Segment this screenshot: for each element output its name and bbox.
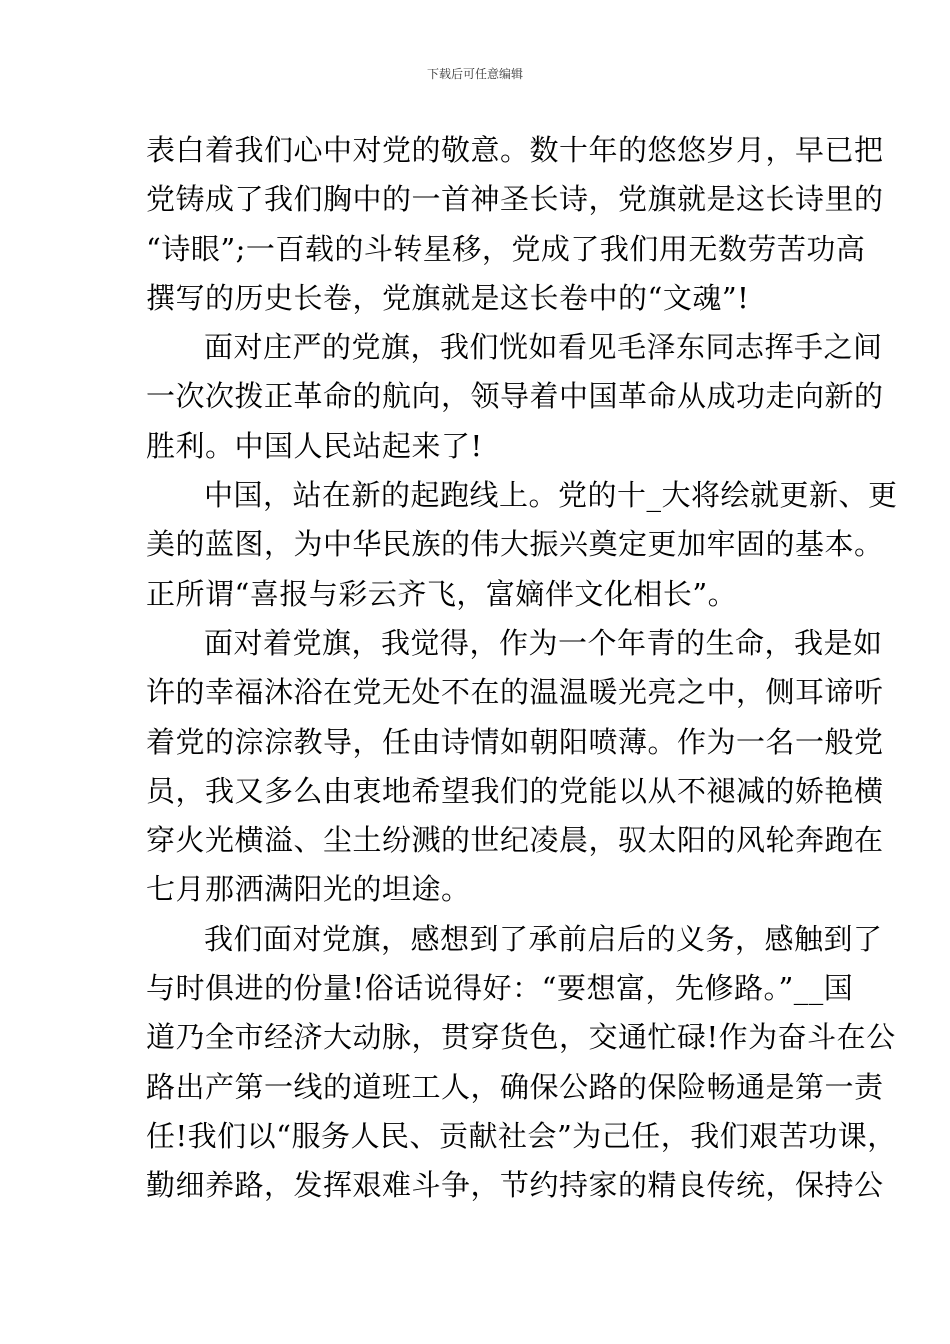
text-line: “诗眼”;一百载的斗转星移，党成了我们用无数劳苦功高 xyxy=(146,231,866,266)
paragraph-first-line: 面对着党旗，我觉得，作为一个年青的生命，我是如 xyxy=(204,625,883,660)
document-body xyxy=(146,126,898,1211)
page-header: 下载后可任意编辑 xyxy=(426,67,523,81)
text-line: 党铸成了我们胸中的一首神圣长诗，党旗就是这长诗里的 xyxy=(146,182,884,217)
text-line: 正所谓“喜报与彩云齐飞，富嫡伴文化相长”。 xyxy=(146,576,738,611)
text-line: 撰写的历史长卷，党旗就是这长卷中的“文魂”! xyxy=(146,280,750,315)
paragraph-first-line: 中国，站在新的起跑线上。党的十_大将绘就更新、更 xyxy=(204,478,898,513)
text-line: 许的幸福沐浴在党无处不在的温温暖光亮之中，侧耳谛听 xyxy=(146,675,884,710)
text-line: 与时俱进的份量!俗话说得好：“要想富，先修路。”__国 xyxy=(146,971,854,1006)
paragraph-first-line: 面对庄严的党旗，我们恍如看见毛泽东同志挥手之间 xyxy=(204,330,883,365)
text-line: 穿火光横溢、尘土纷溅的世纪凌晨，驭太阳的风轮奔跑在 xyxy=(146,823,884,858)
text-line: 勤细养路，发挥艰难斗争，节约持家的精良传统，保持公 xyxy=(146,1168,884,1203)
text-line: 路出产第一线的道班工人，确保公路的保险畅通是第一责 xyxy=(146,1069,884,1104)
text-line: 任!我们以“服务人民、贡献社会”为己任，我们艰苦功课， xyxy=(146,1118,897,1153)
text-line: 胜利。中国人民站起来了! xyxy=(146,428,483,463)
text-line: 道乃全市经济大动脉，贯穿货色，交通忙碌!作为奋斗在公 xyxy=(146,1020,896,1055)
paragraph-first-line: 我们面对党旗，感想到了承前启后的义务，感触到了 xyxy=(204,921,883,956)
text-line: 七月那洒满阳光的坦途。 xyxy=(146,872,471,907)
text-line: 一次次拨正革命的航向，领导着中国革命从成功走向新的 xyxy=(146,379,884,414)
text-line: 美的蓝图，为中华民族的伟大振兴奠定更加牢固的基本。 xyxy=(146,527,884,562)
text-line: 员，我又多么由衷地希望我们的党能以从不褪减的娇艳横 xyxy=(146,773,884,808)
text-line: 着党的淙淙教导，任由诗情如朝阳喷薄。作为一名一般党 xyxy=(146,724,884,759)
text-line: 表白着我们心中对党的敬意。数十年的悠悠岁月，早已把 xyxy=(146,133,884,167)
